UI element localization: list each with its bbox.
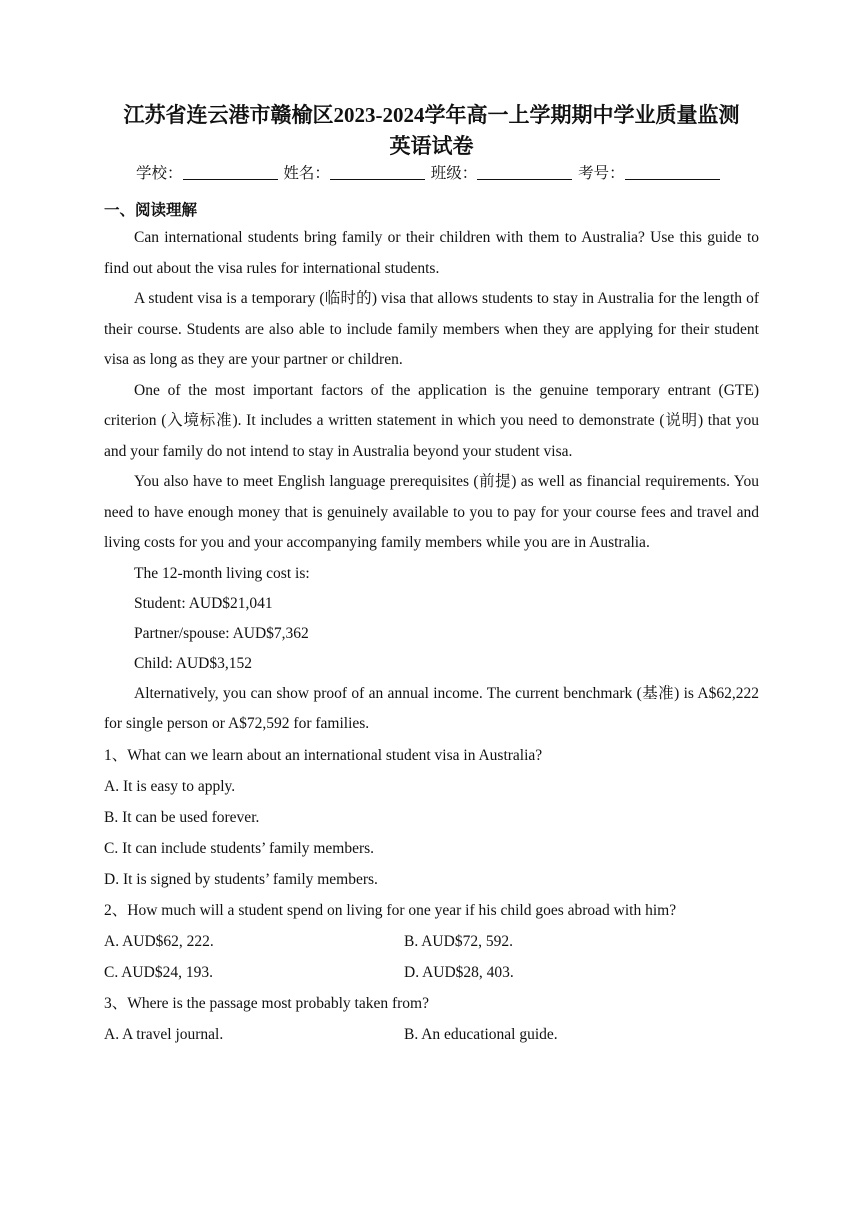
title-line-2: 英语试卷 bbox=[389, 134, 474, 158]
passage-paragraph-3: One of the most important factors of the application is the genuine temporary entrant (GTE) criterion (入境标准). It includes a written statement in which you need to demonstrate (说明) that you and your family do not intend to stay in Australia beyond your student visa. bbox=[104, 381, 759, 460]
option-a[interactable]: A. A travel journal. bbox=[104, 1025, 224, 1043]
exam-number-label: 考号： bbox=[578, 165, 625, 182]
exam-page bbox=[104, 100, 759, 1050]
student-info-line bbox=[104, 162, 759, 186]
question-2 bbox=[104, 895, 759, 988]
option-d[interactable]: D. AUD$28, 403. bbox=[404, 963, 514, 981]
passage-paragraph-5: Alternatively, you can show proof of an annual income. The current benchmark (基准) is A$62,222 for single person or A$72,592 for families. bbox=[104, 684, 759, 732]
passage-paragraph-1: Can international students bring family or their children with them to Australia? Use this guide to find out about the visa rules for international students. bbox=[104, 229, 759, 277]
class-blank[interactable] bbox=[477, 164, 572, 180]
passage-paragraph-4: You also have to meet English language prerequisites (前提) as well as financial requirements. You need to have enough money that is genuinely available to you to pay for your course fees and travel and living costs for you and your accompanying family members while you are in Australia. bbox=[104, 473, 759, 551]
name-blank[interactable] bbox=[330, 164, 425, 180]
option-b[interactable]: B. It can be used forever. bbox=[104, 808, 260, 826]
cost-line-student: Student: AUD$21,041 bbox=[134, 594, 273, 612]
cost-line-heading: The 12-month living cost is: bbox=[134, 564, 310, 582]
option-c[interactable]: C. AUD$24, 193. bbox=[104, 963, 213, 981]
page-title bbox=[104, 100, 759, 162]
question-1 bbox=[104, 740, 759, 895]
option-c[interactable]: C. It can include students’ family members. bbox=[104, 839, 375, 857]
option-b[interactable]: B. An educational guide. bbox=[404, 1025, 558, 1043]
option-d[interactable]: D. It is signed by students’ family members. bbox=[104, 870, 378, 888]
title-line-1: 江苏省连云港市赣榆区2023-2024学年高一上学期期中学业质量监测 bbox=[123, 103, 740, 127]
cost-line-partner: Partner/spouse: AUD$7,362 bbox=[134, 624, 309, 642]
question-stem: 3、Where is the passage most probably taken from? bbox=[104, 994, 429, 1012]
school-blank[interactable] bbox=[183, 164, 278, 180]
option-a[interactable]: A. It is easy to apply. bbox=[104, 777, 236, 795]
exam-number-blank[interactable] bbox=[625, 164, 720, 180]
option-a[interactable]: A. AUD$62, 222. bbox=[104, 932, 214, 950]
question-stem: 1、What can we learn about an international student visa in Australia? bbox=[104, 746, 543, 764]
name-label: 姓名： bbox=[283, 165, 330, 182]
cost-line-child: Child: AUD$3,152 bbox=[134, 654, 252, 672]
passage-paragraph-2: A student visa is a temporary (临时的) visa that allows students to stay in Australia for the length of their course. Students are also able to include family members when they are applying for their student visa as long as they are your partner or children. bbox=[104, 290, 759, 368]
question-stem: 2、How much will a student spend on living for one year if his child goes abroad with him? bbox=[104, 901, 677, 919]
section-title: 一、阅读理解 bbox=[104, 202, 198, 219]
question-3 bbox=[104, 988, 759, 1050]
school-label: 学校： bbox=[136, 165, 183, 182]
class-label: 班级： bbox=[430, 165, 478, 182]
option-b[interactable]: B. AUD$72, 592. bbox=[404, 932, 513, 950]
